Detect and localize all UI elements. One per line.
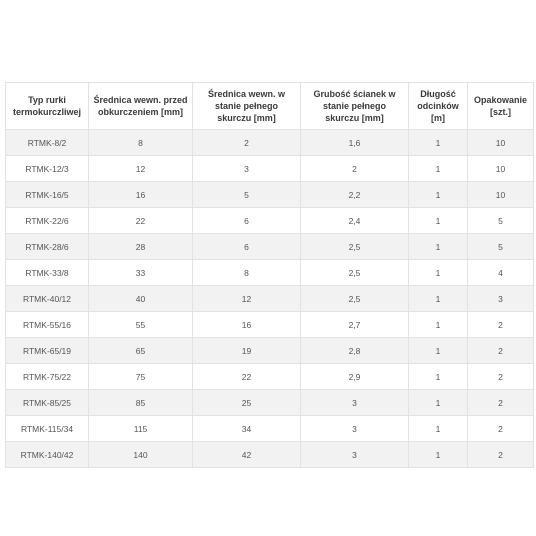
cell-type: RTMK-65/19 — [6, 338, 89, 364]
cell-type: RTMK-12/3 — [6, 156, 89, 182]
cell-diameter-before: 115 — [89, 416, 193, 442]
cell-diameter-after: 19 — [193, 338, 301, 364]
cell-length: 1 — [409, 260, 468, 286]
cell-length: 1 — [409, 442, 468, 468]
cell-packaging: 2 — [468, 416, 534, 442]
cell-length: 1 — [409, 182, 468, 208]
cell-length: 1 — [409, 416, 468, 442]
cell-diameter-before: 85 — [89, 390, 193, 416]
cell-diameter-after: 8 — [193, 260, 301, 286]
cell-length: 1 — [409, 286, 468, 312]
cell-length: 1 — [409, 130, 468, 156]
cell-packaging: 5 — [468, 208, 534, 234]
cell-diameter-after: 5 — [193, 182, 301, 208]
table-row — [6, 338, 534, 364]
cell-wall-thickness: 1,6 — [301, 130, 409, 156]
header-packaging: Opakowanie [szt.] — [468, 83, 534, 130]
spec-table-container — [5, 82, 533, 468]
cell-length: 1 — [409, 234, 468, 260]
cell-wall-thickness: 2,9 — [301, 364, 409, 390]
cell-type: RTMK-16/5 — [6, 182, 89, 208]
cell-diameter-after: 42 — [193, 442, 301, 468]
cell-wall-thickness: 2,4 — [301, 208, 409, 234]
cell-wall-thickness: 2,7 — [301, 312, 409, 338]
cell-diameter-after: 25 — [193, 390, 301, 416]
cell-type: RTMK-22/6 — [6, 208, 89, 234]
table-row — [6, 260, 534, 286]
table-row — [6, 130, 534, 156]
spec-table — [5, 82, 534, 468]
table-row — [6, 312, 534, 338]
cell-packaging: 2 — [468, 338, 534, 364]
cell-type: RTMK-33/8 — [6, 260, 89, 286]
cell-length: 1 — [409, 156, 468, 182]
table-row — [6, 416, 534, 442]
cell-length: 1 — [409, 364, 468, 390]
cell-diameter-after: 12 — [193, 286, 301, 312]
table-row — [6, 442, 534, 468]
table-header-row — [6, 83, 534, 130]
cell-length: 1 — [409, 208, 468, 234]
cell-wall-thickness: 2 — [301, 156, 409, 182]
cell-type: RTMK-28/6 — [6, 234, 89, 260]
cell-type: RTMK-115/34 — [6, 416, 89, 442]
header-diameter-before: Średnica wewn. przed obkurczeniem [mm] — [89, 83, 193, 130]
cell-diameter-before: 75 — [89, 364, 193, 390]
cell-wall-thickness: 3 — [301, 442, 409, 468]
cell-diameter-after: 3 — [193, 156, 301, 182]
cell-diameter-before: 28 — [89, 234, 193, 260]
cell-packaging: 2 — [468, 312, 534, 338]
cell-packaging: 2 — [468, 442, 534, 468]
table-row — [6, 390, 534, 416]
cell-diameter-before: 33 — [89, 260, 193, 286]
header-length: Długość odcinków [m] — [409, 83, 468, 130]
cell-packaging: 5 — [468, 234, 534, 260]
cell-wall-thickness: 2,2 — [301, 182, 409, 208]
cell-diameter-before: 140 — [89, 442, 193, 468]
cell-packaging: 10 — [468, 156, 534, 182]
cell-wall-thickness: 2,8 — [301, 338, 409, 364]
header-wall-thickness: Grubość ścianek w stanie pełnego skurczu [mm] — [301, 83, 409, 130]
cell-diameter-before: 16 — [89, 182, 193, 208]
cell-wall-thickness: 2,5 — [301, 260, 409, 286]
cell-type: RTMK-140/42 — [6, 442, 89, 468]
cell-diameter-before: 12 — [89, 156, 193, 182]
cell-type: RTMK-40/12 — [6, 286, 89, 312]
header-type: Typ rurki termokurczliwej — [6, 83, 89, 130]
cell-diameter-before: 55 — [89, 312, 193, 338]
cell-diameter-before: 40 — [89, 286, 193, 312]
cell-type: RTMK-55/16 — [6, 312, 89, 338]
table-row — [6, 156, 534, 182]
cell-type: RTMK-75/22 — [6, 364, 89, 390]
header-diameter-after: Średnica wewn. w stanie pełnego skurczu [mm] — [193, 83, 301, 130]
cell-packaging: 2 — [468, 390, 534, 416]
cell-diameter-after: 2 — [193, 130, 301, 156]
cell-wall-thickness: 2,5 — [301, 286, 409, 312]
cell-length: 1 — [409, 338, 468, 364]
table-row — [6, 208, 534, 234]
cell-diameter-after: 34 — [193, 416, 301, 442]
cell-type: RTMK-85/25 — [6, 390, 89, 416]
cell-diameter-after: 6 — [193, 234, 301, 260]
cell-packaging: 2 — [468, 364, 534, 390]
cell-diameter-after: 6 — [193, 208, 301, 234]
cell-packaging: 10 — [468, 182, 534, 208]
cell-diameter-after: 16 — [193, 312, 301, 338]
cell-length: 1 — [409, 390, 468, 416]
table-row — [6, 182, 534, 208]
cell-diameter-after: 22 — [193, 364, 301, 390]
cell-type: RTMK-8/2 — [6, 130, 89, 156]
cell-packaging: 10 — [468, 130, 534, 156]
cell-wall-thickness: 2,5 — [301, 234, 409, 260]
table-row — [6, 286, 534, 312]
cell-length: 1 — [409, 312, 468, 338]
cell-diameter-before: 22 — [89, 208, 193, 234]
table-row — [6, 364, 534, 390]
table-row — [6, 234, 534, 260]
cell-diameter-before: 8 — [89, 130, 193, 156]
cell-packaging: 4 — [468, 260, 534, 286]
cell-wall-thickness: 3 — [301, 416, 409, 442]
cell-packaging: 3 — [468, 286, 534, 312]
cell-wall-thickness: 3 — [301, 390, 409, 416]
cell-diameter-before: 65 — [89, 338, 193, 364]
